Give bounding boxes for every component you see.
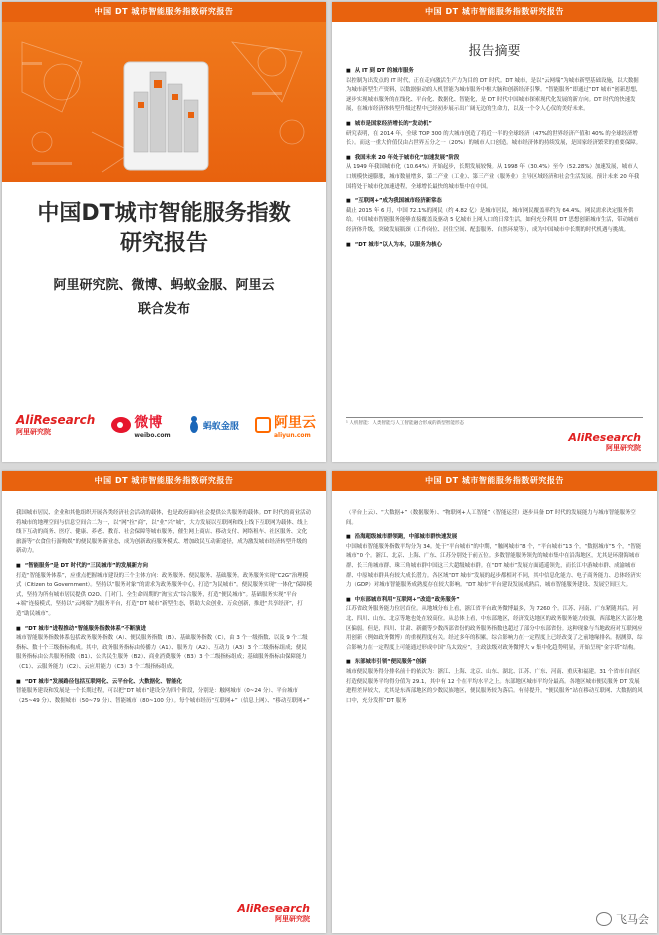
publishers-text: 阿里研究院、微博、蚂蚁金服、阿里云 [53,278,275,293]
report-page-3 [2,471,326,933]
partner-logos [16,410,316,440]
watermark: 飞马会 [596,911,649,927]
city-illustration-icon [2,22,326,182]
report-page-4 [332,471,657,933]
section-heading: ■ 中东部城市利用“互联网+”改造“政务服务” [346,596,643,606]
release-text: 联合发布 [137,302,190,317]
weibo-logo: 微博 weibo.com [111,412,170,439]
section-heading: ■ “智能服务”是 DT 时代的“三民城市”的发展新方向 [16,562,312,572]
section-heading: ■ “DT 城市”进程推动“智能服务指数体系”不断演进 [16,625,312,635]
aliyun-logo: 阿里云 aliyun.com [255,412,316,439]
summary-title: 报告摘要 [468,44,521,59]
cover-title-line2: 研究报告 [119,231,208,256]
aliyun-icon [255,417,271,433]
weibo-eye-icon [111,417,131,433]
section-text: 江苏省政务服务能力位居首位。从地域分布上看，浙江省平台政务微博最多，为 7260 个。江苏、河南、广东紧随其后。河北、四川、山东、北京等地也处在较高位。从总体上看，中东部地区，经济发达地区的政务服务能力较强，西部地区大部分地区偏弱。但是，四川、甘肃、新疆等少数西部省份的政务服务指数也超过了部分中东部省份。这种现象与当地政府对互联网应用创新（例如政务微博）的重视程度有关。经过多年的积累，综合影响力在一定程度上已经改变了之前地缘排名。据测算，综合影响力在一定程度上可能通过形成中国“乌太效应”，主政法级对政务微博大 v 集中化趋势明显，开始呈现“金字塔”结构。 [346,606,643,651]
intro-text: （平台上云）、“大数据+”（数据服务）、“物联网+人工智能”（智能运营）逐步具备 DT 时代的发展能力与城市智能服务空间。 [346,510,636,526]
section-text: 从 1949 年我国城市化（10.64%）开始起步，长期发展较慢。从 1998 年（30.4%）至今（52.28%）加速发展，城市人口规模快速膨胀，城市数量增多，第二产业（工业）、第三产业（服务业）主导区域经济和社会生活发展。预计未来 20 年我国将处于城市化加速进程，全球增长最快的城市集中在中国。 [346,164,640,190]
ant-icon [187,415,201,435]
page-header: 中国 DT 城市智能服务指数研究报告 [332,471,657,491]
section-text: 以控制为出发点的 IT 时代，正在走向激活生产力为目的 DT 时代。DT 城市，是以“云网端”为城市新型基础设施，以大数据为城市新型生产资料，以数据驱动的人机智能为城市服务中枢大脑和创新经济引擎。“智能服务”即通过“DT 城市”创新思想，逐步实现城市服务的在线化、平台化、数据化、智能化，是 DT 时代中国城市探索现代化发展的新方向。DT 时代的快速发展，在城市经济体转型升级过程中已经初步展示出广阔无边的生命力，以及一个令人心仪的美好未来。 [346,77,642,113]
page-header: 中国 DT 城市智能服务指数研究报告 [2,471,326,491]
summary-page [332,2,657,462]
section-heading: ■ 城市是国家经济增长的“发动机” [346,120,643,130]
wechat-icon [596,912,612,926]
section-heading: ■ “DT 城市”发展路径包括互联网化、云平台化、大数据化、智能化 [16,678,312,688]
section-heading: ■ 从 IT 到 DT 的城市服务 [346,67,643,77]
page-header: 中国 DT 城市智能服务指数研究报告 [332,2,657,22]
intro-text: 我国城市居民、企业和其他组织开展各类经济社会活动的载体，也是政府面向社会提供公共服务的载体。DT 时代的商业活动将城市的地理空间与信息空间合二为一，以“网”拉“商”，以“业”兴“城”，大力发展以互联网和线上线下互联网为载体、线上线下互动的商务、医疗、健康、养老、教育、社会保障等城市服务，催生网上商店、移动支付、网络租车、社区服务、文化旅游等“衣食住行游购娱”的便民服务新业态，成为创新政府服务模式、增加政民互动新途径，成为激发城市经济转型升级的新动力。 [16,510,311,555]
ant-financial-logo: 蚂蚁金服 [187,415,239,435]
page-body [346,509,643,706]
footer-logo: AliResearch 阿里研究院 [568,431,641,452]
section-heading: ■ “互联网+”成为我国城市经济新常态 [346,197,643,207]
section-text: 研究表明，在 2014 年，全球 TOP 300 的大城市创造了将近一半的全球经济（47%的世界经济产值和 40% 的全球经济增长）。而这一重大价值仅由占世界五分之一（20%）的城市人口创造。城市经济体的持续发展，是国家经济繁荣的重要保障。 [346,130,641,147]
section-text: 打造“智能服务体系”，应重点把握城市建设的三个主体方向：政务服务、便民服务、基础服务。政务服务实现“C2G”治理模式（Citizen to Government）。坚持以“服务对象”的需求为政务服务中心，打造“为民城市”。便民服务实现“一体化”保障模式，坚持为所有城市居民提供 O2O、门对门、全生命周期的“淘宝式”综合服务，打造“便民城市”。基础服务实现“平台+端”连接模式，坚持以“云网端”为服务平台，打造“DT 城市”新型生态，帮助大众创业、万众创新，推进“共享经济”，打造“助民城市”。 [16,572,312,617]
cover-title-line1: 中国DT城市智能服务指数 [37,201,291,226]
section-heading: ■ 东部城市引领“便民服务”创新 [346,658,643,668]
summary-body [346,62,643,250]
page-body [16,509,312,706]
section-heading: ■ “DT 城市”以人为本，以服务为核心 [346,241,643,251]
footnote: ¹ 人机智能：人类智能与人工智能融合形成的新型智能形态 [346,417,643,426]
section-heading: ■ 沿海超级城市群领跑，中部城市群快速发展 [346,533,643,543]
page-header: 中国 DT 城市智能服务指数研究报告 [2,2,326,22]
aliresearch-logo: AliResearch 阿里研究院 [16,413,96,436]
section-text: 截止 2015 年 6 月，中国 72.1%的网民（约 4.82 亿）是城市居民，城市网民覆盖率约为 64.4%。网民需求决定服务供给。中国城市智能服务能够直接覆盖及驱动 5 亿城市上网人口的日常生活，如何充分利用 DT 思想创新城市生活，带动城市经济体升级，突破发展瓶颈（工作岗位、居住空间、配套服务、自然环境等），成为中国城市中长期的时代机遇与挑战。 [346,207,639,233]
footer-logo: AliResearch 阿里研究院 [237,902,310,923]
cover-title [16,199,312,259]
section-text: 中国城市智能服务指数平均分为 34。处于“平台城市”的中期，“触网城市”8 个，“平台城市”13 个，“数据城市”5 个，“智能城市”0 个。浙江、北京、上海、广东、江苏分别处于前五位。多数智能服务领先的城市集中在沿海地区，尤其是环渤海城市群、长三角城市群、珠三角城市群中国这三大超级城市群。在“DT 城市”发展方面遥遥领先，而长江中游城市群、成渝城市群、中原城市群具有较大成长潜力。各区域“DT 城市”发展的起步都相对不同，其中信息化能力、电子商务能力、总体经济实力（GDP）对城市智能服务成熟度存在较大影响。“DT 城市”平台建设发展成熟后，城市智能服务建设、发展空间巨大。 [346,543,642,589]
cover-illustration [2,22,326,182]
section-text: 城市便民服务得分排名前十的依次为：浙江、上海、北京、山东、湖北、江苏、广东、河南、重庆和福建。31 个省市自治区打造便民服务平均得分值为 29.1，其中有 12 个在平均水平之上。东部地区城市平均分最高。各地区城市便民服务 DT 发展进程差异较大，尤其是东西部地区的少数民族地区，便民服务较为落后。有待提升，“便民服务”站在移动互联网、大数据的风口中，充分发挥“DT 服务 [346,668,643,704]
section-text: 智能服务建设和发展是一个长期过程，可以把“DT 城市”建设分为四个阶段，分别是：触网城市（0~24 分）、平台城市（25~49 分）、数据城市（50~79 分）、智能城市（80~100 分）。每个城市经历“互联网+”（信息上网）、“移动互联网+” [16,688,310,704]
cover-page [2,2,326,462]
section-text: 城市智能服务指数体系包括政务服务指数（A）、便民服务指数（B）、基础服务指数（C），由 3 个一级指数、以及 9 个二级指标、数十个三级指标构成。其中，政务服务指标由传播力（A1）、服务力（A2）、互动力（A3）3 个二级指标组成；便民服务指标由公共服务指数（B1）、公共民生服务（B2）、商业消费服务（B3）3 个二级指标组成；基础服务指标由保障能力（C1）、云服务能力（C2）、云应用能力（C3）3 个二级指标组成。 [16,635,308,670]
cover-publishers [16,274,312,322]
section-heading: ■ 我国未来 20 年处于城市化“加速发展”阶段 [346,154,643,164]
